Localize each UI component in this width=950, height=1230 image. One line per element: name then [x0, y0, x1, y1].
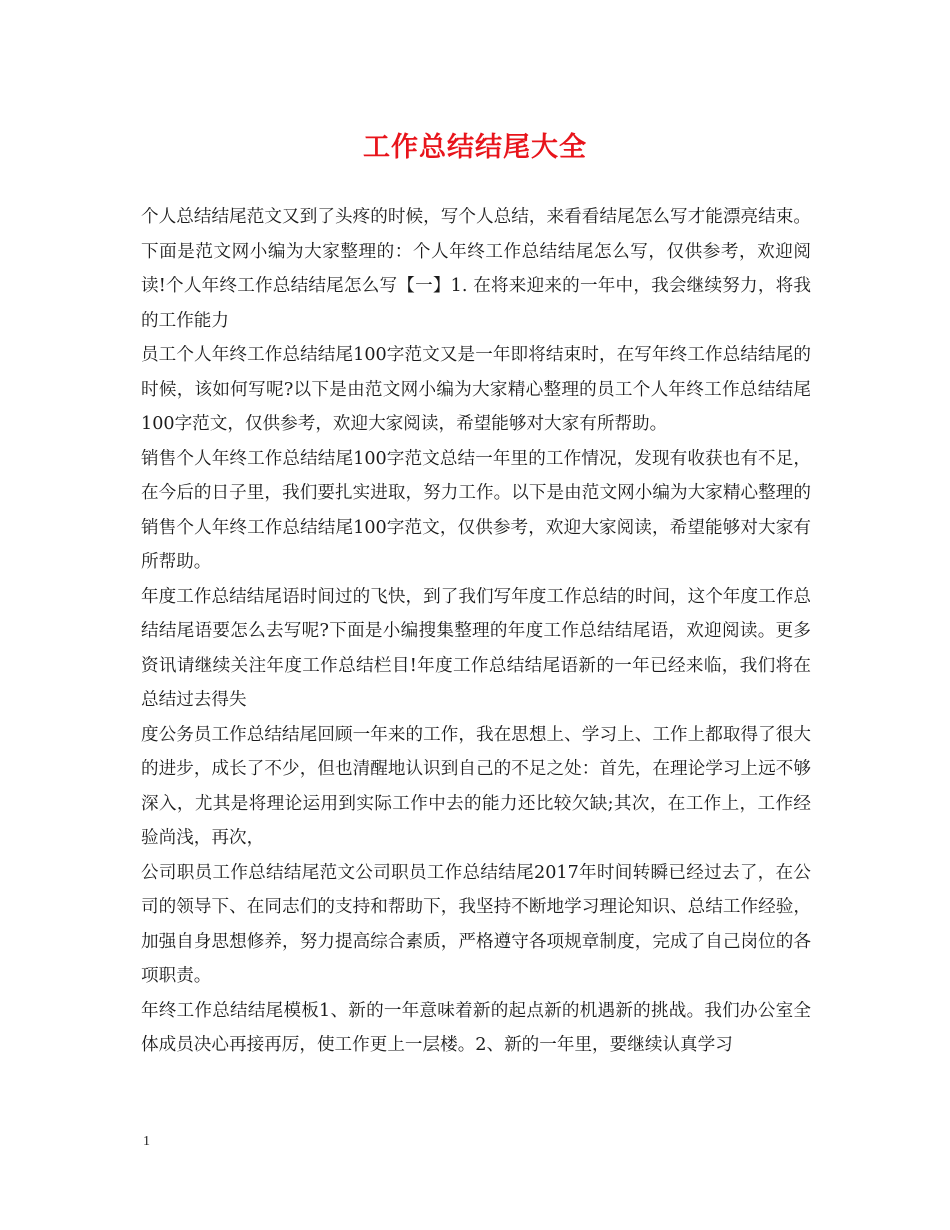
paragraph: 公司职员工作总结结尾范文公司职员工作总结结尾2017年时间转瞬已经过去了，在公司的领导下、在同志们的支持和帮助下，我坚持不断地学习理论知识、总结工作经验，加强自身思想修养，努力提高综合素质，严格遵守各项规章制度，完成了自己岗位的各项职责。	[141, 862, 811, 986]
document-body	[141, 200, 811, 1063]
paragraph: 度公务员工作总结结尾回顾一年来的工作，我在思想上、学习上、工作上都取得了很大的进步，成长了不少，但也清醒地认识到自己的不足之处：首先，在理论学习上远不够深入，尤其是将理论运用到实际工作中去的能力还比较欠缺;其次，在工作上，工作经验尚浅，再次，	[141, 724, 811, 848]
page-number: 1	[143, 1134, 150, 1149]
document-title: 工作总结结尾大全	[363, 132, 587, 163]
paragraph: 员工个人年终工作总结结尾100字范文又是一年即将结束时，在写年终工作总结结尾的时候，该如何写呢?以下是由范文网小编为大家精心整理的员工个人年终工作总结结尾100字范文，仅供参考，欢迎大家阅读，希望能够对大家有所帮助。	[141, 345, 811, 434]
paragraph: 个人总结结尾范文又到了头疼的时候，写个人总结，来看看结尾怎么写才能漂亮结束。下面是范文网小编为大家整理的：个人年终工作总结结尾怎么写，仅供参考，欢迎阅读!个人年终工作总结结尾怎么写【一】1. 在将来迎来的一年中，我会继续努力，将我的工作能力	[141, 207, 811, 331]
paragraph: 年度工作总结结尾语时间过的飞快，到了我们写年度工作总结的时间，这个年度工作总结结尾语要怎么去写呢?下面是小编搜集整理的年度工作总结结尾语，欢迎阅读。更多资讯请继续关注年度工作总结栏目!年度工作总结结尾语新的一年已经来临，我们将在总结过去得失	[141, 586, 811, 710]
paragraph: 销售个人年终工作总结结尾100字范文总结一年里的工作情况，发现有收获也有不足，在今后的日子里，我们要扎实进取，努力工作。以下是由范文网小编为大家精心整理的销售个人年终工作总结结尾100字范文，仅供参考，欢迎大家阅读，希望能够对大家有所帮助。	[141, 448, 811, 572]
paragraph: 年终工作总结结尾模板1、新的一年意味着新的起点新的机遇新的挑战。我们办公室全体成员决心再接再厉，使工作更上一层楼。2、新的一年里，要继续认真学习	[141, 1000, 811, 1055]
